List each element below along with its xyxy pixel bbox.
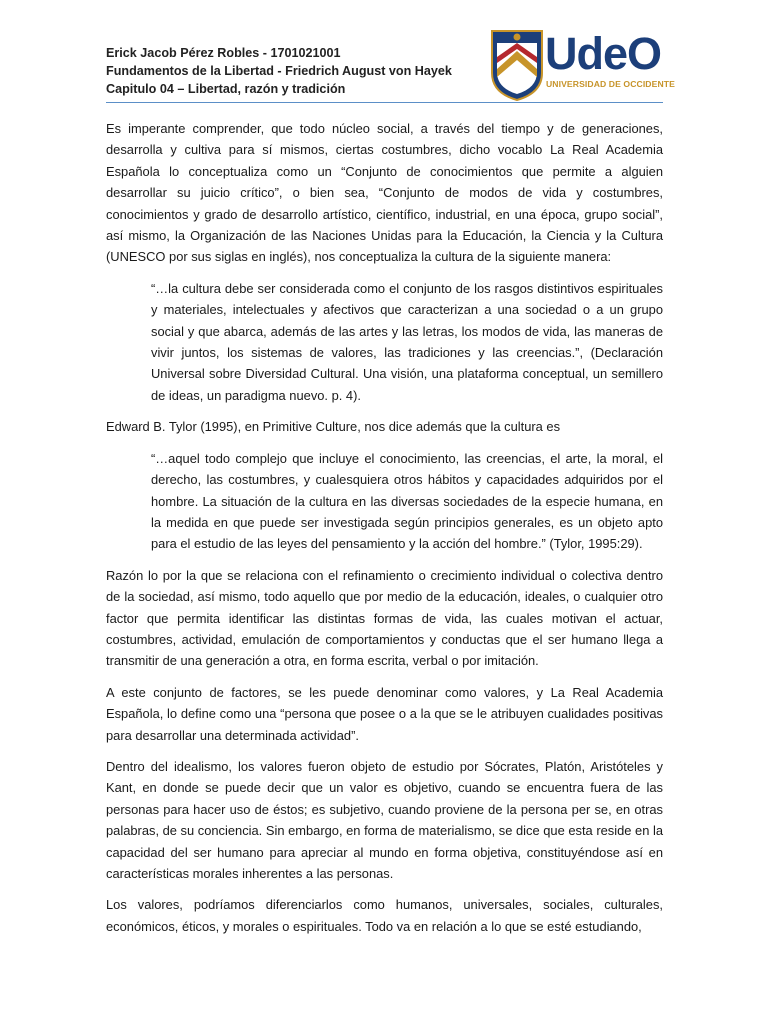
course-line: Fundamentos de la Libertad - Friedrich August von Hayek <box>106 64 452 78</box>
document-body <box>106 118 663 947</box>
university-logo-subtitle: UNIVERSIDAD DE OCCIDENTE <box>546 79 675 89</box>
author-line: Erick Jacob Pérez Robles - 1701021001 <box>106 46 341 60</box>
paragraph-razon: Razón lo por la que se relaciona con el refinamiento o crecimiento individual o colectiva dentro de la sociedad, así mismo, todo aquello que por medio de la educación, ideales, o cualquier otro factor que permita identificar las distintas formas de vida, las cuales motivan el actuar, costumbres, actividad, emulación de comportamientos y conductas que el ser humano llega a transmitir de una generación a otra, en forma escrita, verbal o por imitación. <box>106 567 663 669</box>
quote-unesco: “…la cultura debe ser considerada como el conjunto de los rasgos distintivos espirituales y materiales, intelectuales y afectivos que caracterizan a una sociedad o a un grupo social y que abarca, además de las artes y las letras, los modos de vida, las maneras de vivir juntos, los sistemas de valores, las tradiciones y las creencias.”, (Declaración Universal sobre Diversidad Cultural. Una visión, una plataforma conceptual, un semillero de ideas, un paradigma nuevo. p. 4). <box>151 280 663 403</box>
paragraph-valores: A este conjunto de factores, se les puede denominar como valores, y La Real Academia Española, lo define como una “persona que posee o a la que se le atribuyen cualidades positivas para desarrollar una determinada actividad”. <box>106 684 663 743</box>
paragraph-tylor: Edward B. Tylor (1995), en Primitive Culture, nos dice además que la cultura es <box>106 419 561 435</box>
university-logo-name: UdeO <box>545 28 662 79</box>
chapter-line: Capitulo 04 – Libertad, razón y tradición <box>106 82 346 96</box>
quote-tylor: “…aquel todo complejo que incluye el conocimiento, las creencias, el arte, la moral, el derecho, las costumbres, y cualesquiera otros hábitos y capacidades adquiridos por el hombre. La situación de la cultura en las diversas sociedades de la especie humana, en la medida en que puede ser investigada según principios generales, es un objeto apto para el estudio de las leyes del pensamiento y la acción del hombre.” (Tylor, 1995:29). <box>151 450 663 552</box>
paragraph-idealismo: Dentro del idealismo, los valores fueron objeto de estudio por Sócrates, Platón, Aristóteles y Kant, en donde se puede decir que un valor es objetivo, cuando se encuentra fuera de las personas para hacer uso de éstos; es subjetivo, cuando proviene de la persona per se, en otras palabras, de su conciencia. Sin embargo, en forma de materialismo, se dice que esta reside en la capacidad del ser humano para apreciar al mundo en forma objetiva, constituyéndose así en características morales inherentes a las personas. <box>106 758 663 881</box>
paragraph-intro: Es imperante comprender, que todo núcleo social, a través del tiempo y de generaciones, desarrolla y cultiva para sí mismos, ciertas costumbres, dicho vocablo La Real Academia Española lo conceptualiza como un “Conjunto de conocimientos que permite a alguien desarrollar su juicio crítico”, o bien sea, “Conjunto de modos de vida y costumbres, conocimientos y grado de desarrollo artístico, científico, industrial, en una época, grupo social”, así mismo, la Organización de las Naciones Unidas para la Educación, la Ciencia y la Cultura (UNESCO por sus siglas en inglés), nos conceptualiza la cultura de la siguiente manera: <box>106 121 663 265</box>
paragraph-tipos-valores: Los valores, podríamos diferenciarlos como humanos, universales, sociales, culturales, económicos, éticos, y morales o espirituales. Todo va en relación a lo que se esté estudiando, <box>106 897 663 934</box>
header-rule <box>106 102 663 103</box>
